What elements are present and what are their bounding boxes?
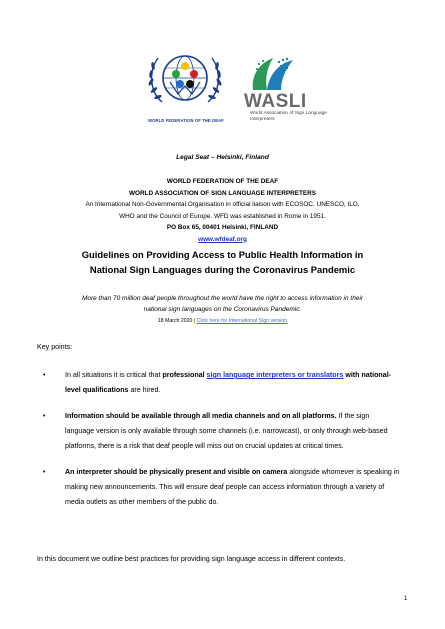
intro-line-2: national sign languages on the Coronavirus Pandemic.: [143, 306, 302, 313]
website-link[interactable]: www.wfdeaf.org: [198, 235, 247, 243]
document-title: [30, 247, 415, 277]
date-line: [30, 318, 415, 324]
list-item: • Information should be available through all media channels and on all platforms. If the sign language version is only available through some channels (i.e. narrowcast), or only through web-based platforms, there is a risk that deaf people will miss out on crucial updates at critical times.: [40, 409, 400, 454]
interpreters-link[interactable]: sign language interpreters or translators: [206, 371, 344, 379]
bullet-icon: •: [43, 413, 46, 420]
letterhead: [30, 176, 415, 245]
org-name-wasli: WORLD ASSOCIATION OF SIGN LANGUAGE INTERPRETERS: [128, 189, 317, 197]
page-number: 1: [404, 596, 408, 602]
key-points-list: [40, 368, 400, 521]
title-line-2: National Sign Languages during the Coronavirus Pandemic: [89, 264, 356, 275]
wfd-emblem-icon: [140, 44, 230, 116]
postal-address: PO Box 65, 00401 Helsinki, FINLAND: [166, 224, 279, 231]
legal-seat: Legal Seat – Helsinki, Finland: [176, 154, 269, 161]
wasli-wordmark: WASLI: [244, 91, 307, 112]
list-item: • In all situations it is critical that professional sign language interpreters or translators with national-level qualifications are hired.: [40, 368, 400, 398]
key-points-heading: Key points:: [37, 343, 73, 351]
publication-date: 18 March 2020 |: [157, 318, 197, 324]
intro-text: [22, 293, 423, 315]
closing-paragraph: In this document we outline best practices for providing sign language access in different contexts.: [37, 555, 346, 563]
org-name-wfd: WORLD FEDERATION OF THE DEAF: [166, 178, 279, 185]
wasli-subtitle: World Association of Sign Language Interpreters: [250, 111, 327, 122]
bullet-icon: •: [43, 469, 46, 476]
intro-line-1: More than 70 million deaf people throughout the world have the right to access information in their: [81, 295, 364, 302]
wasli-hands-icon: [245, 50, 300, 95]
title-line-1: Guidelines on Providing Access to Public Health Information in: [81, 249, 364, 260]
org-description-line-1: An International Non-Governmental Organisation in official liaison with ECOSOC, UNESCO, ILO,: [85, 201, 360, 208]
international-sign-link[interactable]: Click here for International Sign version: [196, 318, 288, 324]
bullet-icon: •: [43, 372, 46, 379]
list-item: • An interpreter should be physically present and visible on camera alongside whomever is speaking in making new announcements. This will ensure deaf people can access information through a variety of media outlets as other members of the public do.: [40, 465, 400, 510]
logo-area: [0, 44, 445, 139]
org-description-line-2: WHO and the Council of Europe. WFD was established in Rome in 1951.: [119, 212, 326, 220]
wfd-logo-caption: WORLD FEDERATION OF THE DEAF: [148, 118, 224, 123]
